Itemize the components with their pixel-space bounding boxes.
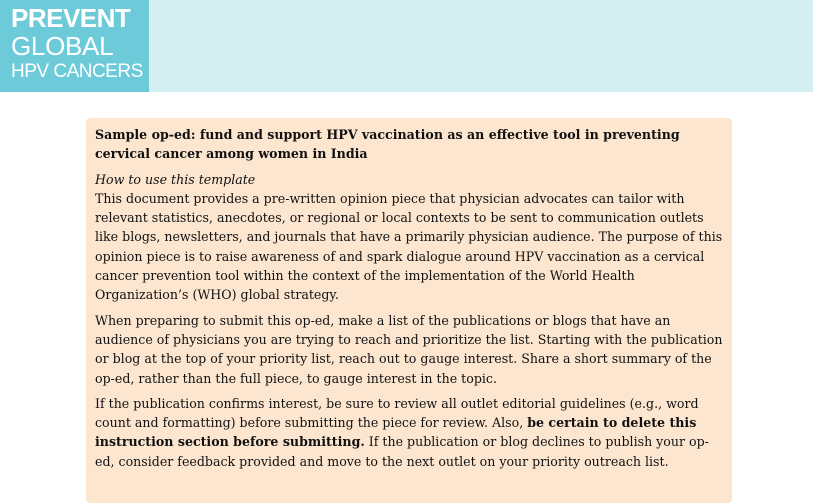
delete-instruction-warning: be certain to delete this instruction section before submitting. <box>95 415 697 450</box>
document-title: Sample op-ed: fund and support HPV vaccination as an effective tool in preventing cervical cancer among women in India <box>95 127 680 162</box>
howto-heading: How to use this template <box>95 171 256 187</box>
logo-line-global: GLOBAL <box>11 31 114 61</box>
paragraph-submission-part1: If the publication confirms interest, be sure to review all outlet editorial guidelines (e.g., word count and formatting) before submitting the piece for review. Also, <box>95 395 699 431</box>
prevent-global-hpv-cancers-logo <box>0 0 149 92</box>
logo-line-hpv-cancers: HPV CANCERS <box>11 61 143 82</box>
template-instructions-box <box>86 118 732 503</box>
paragraph-submission-part2: If the publication or blog declines to publish your op-ed, consider feedback provided and move to the next outlet on your priority outreach list. <box>95 434 709 469</box>
howto-section <box>95 170 723 305</box>
paragraph-submission <box>95 394 723 471</box>
header-banner <box>0 0 813 92</box>
paragraph-purpose: This document provides a pre-written opinion piece that physician advocates can tailor with relevant statistics, anecdotes, or regional or local contexts to be sent to communication outlets like blogs, newsletters, and journals that have a primarily physician audience. The purpose of this opinion piece is to raise awareness of and spark dialogue around HPV vaccination as a cervical cancer prevention tool within the context of the implementation of the World Health Organization’s (WHO) global strategy. <box>95 190 723 303</box>
paragraph-preparation: When preparing to submit this op-ed, make a list of the publications or blogs that have an audience of physicians you are trying to reach and prioritize the list. Starting with the publication or blog at the top of your priority list, reach out to gauge interest. Share a short summary of the op-ed, rather than the full piece, to gauge interest in the topic. <box>95 312 723 386</box>
logo-line-prevent: PREVENT <box>11 3 131 33</box>
